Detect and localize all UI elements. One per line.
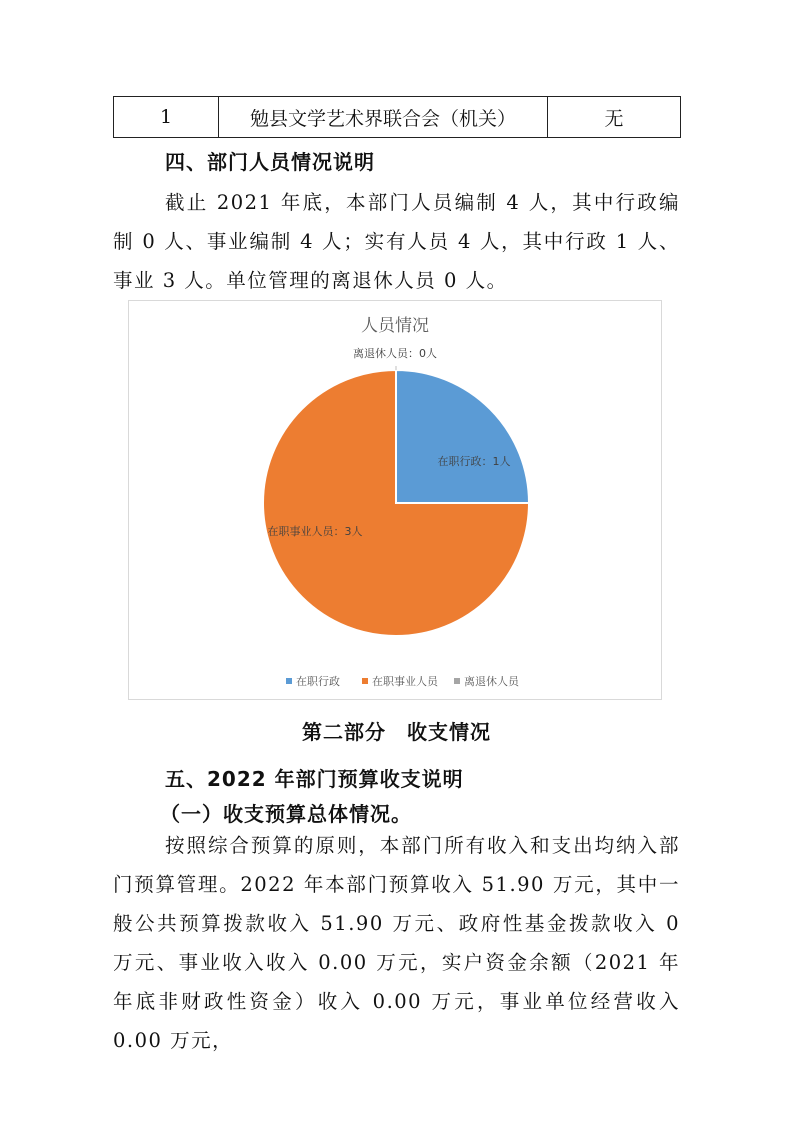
legend-swatch	[362, 678, 368, 684]
table-cell-index: 1	[114, 97, 219, 138]
section-5-heading: 五、2022 年部门预算收支说明	[165, 767, 464, 791]
part-2-heading: 第二部分 收支情况	[302, 720, 491, 744]
table-cell-note: 无	[548, 97, 681, 138]
legend-swatch	[454, 678, 460, 684]
legend-label: 在职行政	[296, 675, 340, 688]
chart-title: 人员情况	[361, 316, 429, 336]
legend-swatch	[286, 678, 292, 684]
table-cell-unit: 勉县文学艺术界联合会（机关）	[219, 97, 548, 138]
legend-label: 离退休人员	[464, 675, 519, 688]
pie-data-label: 在职行政：1人	[437, 455, 511, 468]
pie-slices	[263, 370, 529, 636]
legend-label: 在职事业人员	[372, 675, 438, 688]
pie-chart-svg	[129, 301, 661, 699]
pie-slice-0	[396, 370, 529, 503]
section-5-paragraph: 按照综合预算的原则，本部门所有收入和支出均纳入部门预算管理。2022 年本部门预算收入 51.90 万元，其中一般公共预算拨款收入 51.90 万元、政府性基金拨款收入 0 万元、事业收入收入 0.00 万元，实户资金余额（2021 年年底非财政性资金）收入 0.00 万元，事业单位经营收入 0.00 万元，	[113, 834, 680, 1052]
pie-data-label: 离退休人员：0人	[353, 347, 437, 360]
table-row	[114, 97, 681, 138]
chart-legend	[286, 674, 520, 688]
unit-table	[113, 96, 681, 138]
section-5-subheading: （一）收支预算总体情况。	[160, 802, 412, 826]
section-4-paragraph: 截止 2021 年底，本部门人员编制 4 人，其中行政编制 0 人、事业编制 4 人；实有人员 4 人，其中行政 1 人、事业 3 人。单位管理的离退休人员 0 人。	[113, 191, 680, 292]
section-4-heading: 四、部门人员情况说明	[165, 150, 375, 174]
personnel-pie-chart	[128, 300, 662, 700]
pie-data-label: 在职事业人员：3人	[267, 525, 363, 538]
